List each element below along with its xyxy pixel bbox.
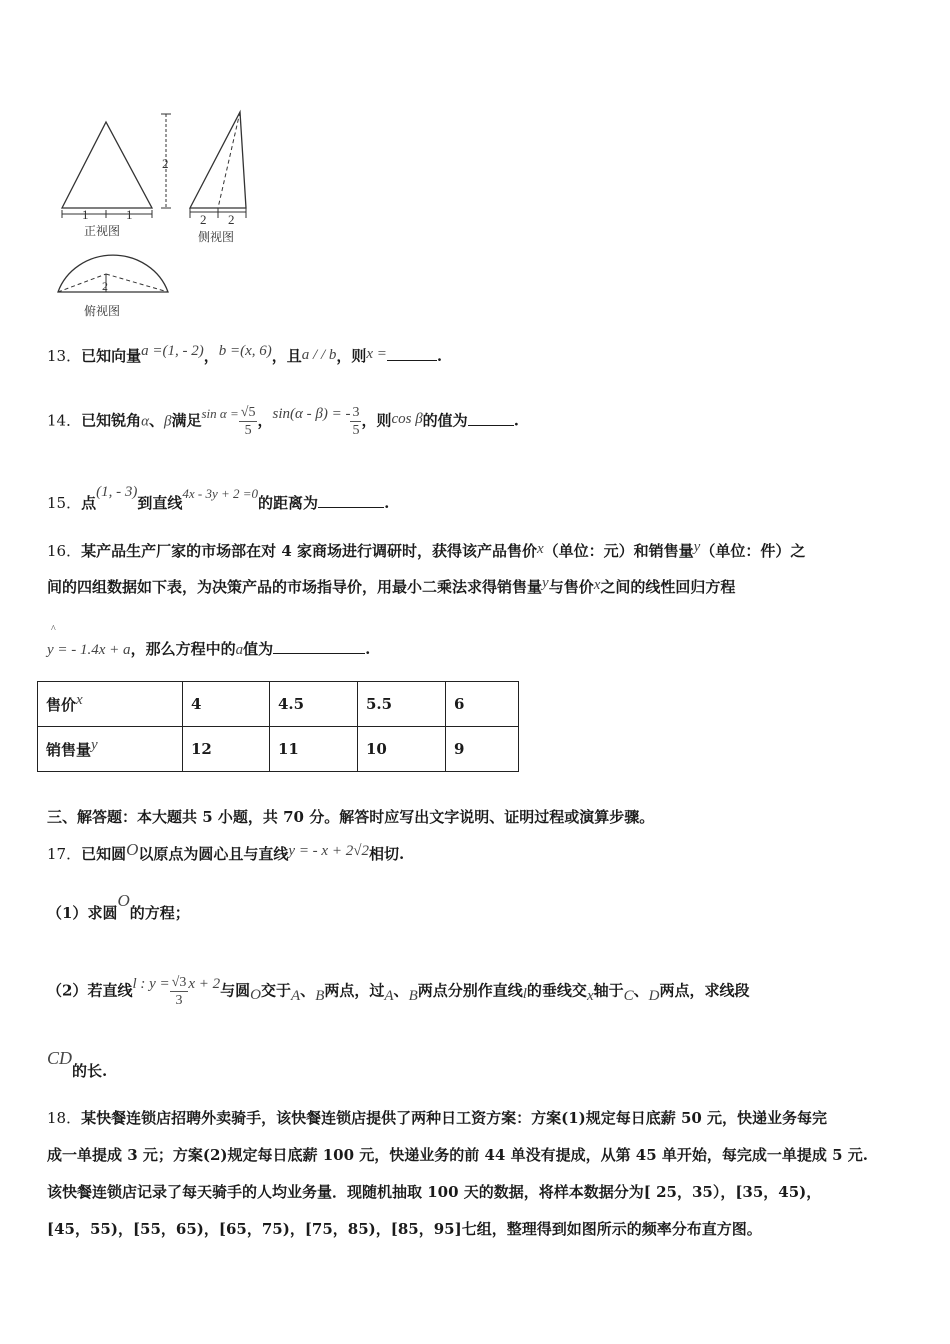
q17-p2-t8: 两点，求线段 — [659, 981, 750, 1000]
q13-number: 13． — [47, 347, 82, 365]
question-17 — [47, 840, 405, 864]
q17-p1-t1: 求圆 — [87, 904, 118, 922]
q17-p2-O: O — [250, 986, 261, 1003]
table-cell: 9 — [446, 727, 519, 772]
q16-l1c: （单位：件）之 — [700, 542, 806, 560]
q17-l-eq: l : y = — [132, 975, 170, 992]
q17-t3: 相切. — [368, 845, 405, 863]
side-view-label: 侧视图 — [198, 230, 235, 244]
question-17-part-2-cont — [47, 1048, 108, 1081]
q17-p2-t3: 交于 — [260, 981, 291, 1000]
q14-sin-alpha: sin α = — [201, 405, 239, 421]
q14-sep: 、 — [148, 411, 164, 430]
q13-vector-b: b =(x, 6) — [218, 343, 272, 359]
q16-number: 16． — [47, 542, 82, 560]
q16-l2a: 间的四组数据如下表，为决策产品的市场指导价，用最小二乘法求得销售量 — [47, 578, 543, 596]
q13-text-1: 已知向量 — [81, 347, 142, 365]
row-label: 销售量 — [46, 740, 92, 759]
front-dim-right: 1 — [126, 207, 133, 222]
q17-p1-num: （1） — [47, 904, 88, 922]
question-16-line-1 — [47, 540, 805, 561]
q14-comma: ， — [257, 411, 273, 430]
question-17-part-1 — [47, 891, 190, 923]
question-18-line-1 — [47, 1107, 827, 1128]
table-cell: 6 — [446, 682, 519, 727]
q14-sin-diff: sin(α - β) = - — [272, 405, 351, 422]
section-3-heading: 三、解答题：本大题共 5 小题，共 70 分。解答时应写出文字说明、证明过程或演算步骤。 — [47, 808, 655, 826]
q17-p2-t4: 两点，过 — [324, 981, 385, 1000]
top-view-label: 俯视图 — [84, 304, 121, 318]
q16-answer-blank[interactable] — [273, 639, 365, 654]
q13-answer-blank[interactable] — [387, 346, 437, 361]
q13-parallel: a / / b — [301, 347, 337, 363]
q14-end: . — [513, 411, 519, 430]
row-var: x — [76, 691, 83, 708]
q14-f1-numerator: √5 — [240, 405, 256, 420]
q16-x-2: x — [593, 577, 601, 593]
table-cell: 4 — [183, 682, 270, 727]
q15-text-3: 的距离为 — [258, 494, 319, 512]
q16-l2c: 之间的线性回归方程 — [600, 578, 736, 596]
q17-C: C — [623, 987, 634, 1004]
q17-p2-t2: 与圆 — [220, 981, 251, 1000]
q17-p2-t7: 轴于 — [593, 981, 624, 1000]
q17-p2-t1: 若直线 — [87, 981, 133, 1000]
front-view-label: 正视图 — [84, 224, 121, 238]
q17-x: x — [586, 987, 594, 1004]
q17-p2-num: （2） — [47, 981, 88, 1000]
q14-beta: β — [164, 413, 172, 430]
q17-f-numerator: √3 — [171, 975, 187, 990]
q17-CD: CD — [47, 1048, 73, 1068]
q17-p2-t9: 的长. — [72, 1062, 108, 1080]
q17-dun-2: 、 — [393, 981, 409, 1000]
q17-O: O — [126, 840, 139, 859]
q16-l3c: . — [365, 640, 371, 658]
table-cell: 11 — [270, 727, 358, 772]
q14-f1-denominator: 5 — [244, 423, 252, 438]
question-18-line-3: 该快餐连锁店记录了每天骑手的人均业务量．现随机抽取 100 天的数据，将样本数据分为[ 25，35），[35，45)， — [47, 1183, 822, 1201]
question-15 — [47, 484, 390, 513]
q14-f2-denominator: 5 — [352, 423, 360, 438]
top-dim: 2 — [102, 279, 108, 293]
q13-vector-a: a =(1, - 2) — [141, 343, 204, 359]
q16-l2b: 与售价 — [548, 578, 594, 596]
q17-A-2: A — [384, 987, 394, 1004]
q17-A: A — [291, 987, 301, 1004]
three-view-figure — [40, 100, 270, 325]
q17-p2-t5: 两点分别作直线 — [417, 981, 523, 1000]
q16-y: y — [693, 539, 701, 555]
q14-text-4: 的值为 — [422, 411, 468, 430]
q17-line: y = - x + 2√2 — [288, 843, 369, 859]
q14-alpha: α — [141, 413, 149, 430]
q18-number: 18． — [47, 1109, 82, 1127]
q16-data-table — [37, 681, 519, 772]
q16-hat: ^ — [51, 624, 56, 635]
table-cell: 5.5 — [358, 682, 446, 727]
front-dim-left: 1 — [82, 207, 89, 222]
height-dim: 2 — [162, 156, 169, 171]
q16-l3b: 值为 — [243, 640, 274, 658]
q14-answer-blank[interactable] — [468, 411, 514, 426]
q17-t1: 已知圆 — [81, 845, 127, 863]
q17-l-tail: x + 2 — [188, 975, 221, 992]
q15-text-2: 到直线 — [137, 494, 183, 512]
q17-p1-t2: 的方程； — [129, 904, 190, 922]
q17-p2-t6: 的垂线交 — [526, 981, 587, 1000]
q14-text-1: 已知锐角 — [81, 411, 142, 430]
table-row — [38, 682, 519, 727]
q17-number: 17． — [47, 845, 82, 863]
q16-l1b: （单位：元）和销售量 — [543, 542, 694, 560]
q17-D: D — [648, 987, 660, 1004]
q17-p1-O: O — [117, 891, 130, 910]
q16-l1a: 某产品生产厂家的市场部在对 4 家商场进行调研时，获得该产品售价 — [81, 542, 537, 560]
q15-answer-blank[interactable] — [318, 493, 384, 508]
q14-text-3: ，则 — [361, 411, 392, 430]
question-16-line-2 — [47, 576, 735, 597]
question-18-line-4: [45，55)，[55，65)，[65，75)，[75，85)，[85，95]七组，整理得到如图所示的频率分布直方图。 — [47, 1220, 762, 1238]
q17-t2: 以原点为圆心且与直线 — [138, 845, 289, 863]
question-18-line-2: 成一单提成 3 元；方案(2)规定每日底薪 100 元，快递业务的前 44 单没有提成，从第 45 单开始，每完成一单提成 5 元. — [47, 1146, 869, 1164]
q15-line-eq: 4x - 3y + 2 =0 — [182, 486, 259, 501]
q17-f-denominator: 3 — [175, 993, 183, 1008]
q13-end: . — [436, 347, 443, 365]
q14-cos-beta: cos β — [391, 410, 423, 427]
question-14 — [47, 404, 519, 439]
q16-x: x — [536, 541, 544, 557]
q17-B-2: B — [408, 987, 418, 1004]
q14-f2-numerator: 3 — [352, 405, 360, 420]
q17-l: l — [522, 985, 527, 1002]
q13-text-2: ，且 — [271, 347, 302, 365]
side-dim-right: 2 — [228, 212, 235, 227]
table-cell: 4.5 — [270, 682, 358, 727]
q13-text-3: ，则 — [336, 347, 367, 365]
question-17-part-2 — [47, 974, 750, 1009]
question-13 — [47, 345, 442, 366]
q17-B: B — [315, 987, 325, 1004]
table-cell: 12 — [183, 727, 270, 772]
q14-number: 14． — [47, 411, 82, 430]
question-16-line-3 — [47, 624, 371, 659]
front-view-drawing — [62, 114, 171, 218]
row-var: y — [91, 736, 98, 753]
q14-text-2: 满足 — [171, 411, 202, 430]
q16-regression-eq: y = - 1.4x + a — [47, 642, 131, 658]
table-header-cell — [38, 682, 183, 727]
table-header-cell — [38, 727, 183, 772]
q16-y-2: y — [542, 575, 549, 591]
q17-dun-3: 、 — [633, 981, 649, 1000]
q15-number: 15． — [47, 494, 82, 512]
side-view-drawing — [190, 112, 246, 218]
q17-dun-1: 、 — [300, 981, 316, 1000]
q15-end: . — [384, 494, 390, 512]
q17-fraction — [170, 974, 189, 1009]
q16-l3a: ，那么方程中的 — [130, 640, 236, 658]
q15-text-1: 点 — [81, 494, 97, 512]
q14-fraction-1 — [239, 404, 258, 439]
row-label: 售价 — [46, 695, 77, 714]
q13-x-eq: x = — [366, 346, 387, 362]
table-row — [38, 727, 519, 772]
side-dim-left: 2 — [200, 212, 207, 227]
top-view-drawing — [58, 255, 168, 292]
q18-l1: 某快餐连锁店招聘外卖骑手，该快餐连锁店提供了两种日工资方案：方案(1)规定每日底薪 50 元，快递业务每完 — [81, 1109, 828, 1127]
q15-point: (1, - 3) — [96, 484, 138, 500]
table-cell: 10 — [358, 727, 446, 772]
q16-a: a — [235, 642, 244, 658]
q14-fraction-2 — [350, 404, 361, 439]
q13-sep: ， — [203, 347, 219, 365]
